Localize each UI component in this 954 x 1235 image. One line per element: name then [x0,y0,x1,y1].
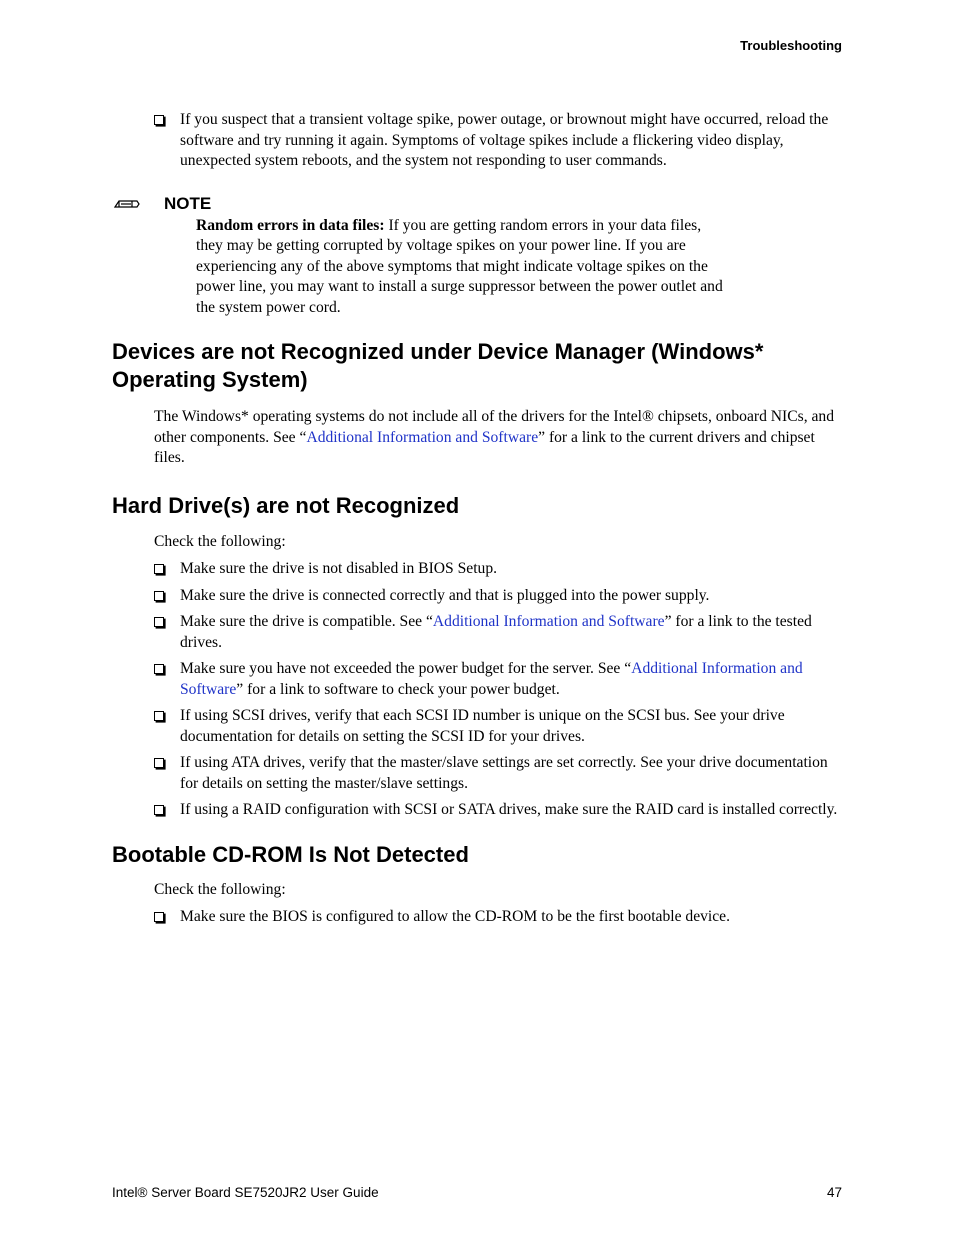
note-header [112,194,842,214]
list-item-text: If using SCSI drives, verify that each SCSI ID number is unique on the SCSI bus. See your drive documentation for details on setting the SCSI ID for your drives. [180,707,785,745]
checkbox-bullet-icon [154,912,164,922]
additional-info-link[interactable]: Additional Information and Software [180,660,803,698]
list-item-text-part: Make sure the drive is compatible. See “ [180,613,433,630]
additional-info-link[interactable]: Additional Information and Software [306,428,539,446]
checkbox-bullet-icon [154,758,164,768]
list-item [154,612,842,653]
hard-drive-list [154,559,842,821]
list-item [154,110,842,172]
section-devices-paragraph [154,407,842,469]
note-text: If you are getting random errors in your data files, they may be getting corrupted by voltage spikes on your power line. If you are experiencing any of the above symptoms that might indicate voltage spikes on the power line, you may want to install a surge suppressor between the power outlet and the system power cord. [196,216,723,316]
list-item-text: If using ATA drives, verify that the master/slave settings are set correctly. See your drive documentation for details on setting the master/slave settings. [180,754,828,792]
list-item [154,559,842,580]
list-item [154,907,842,928]
footer-title: Intel® Server Board SE7520JR2 User Guide [112,1185,379,1200]
list-item-text: If you suspect that a transient voltage spike, power outage, or brownout might have occurred, reload the software and try running it again. Symptoms of voltage spikes include a flickering video display, unexpected system reboots, and the system not responding to user commands. [180,111,829,169]
section-heading-hard-drives: Hard Drive(s) are not Recognized [112,492,460,518]
checkbox-bullet-icon [154,591,164,601]
section-heading-devices: Devices are not Recognized under Device Manager (Windows* Operating System) [112,339,764,392]
list-item [154,706,842,747]
note-body [196,216,731,319]
pencil-icon [112,194,142,214]
list-item-text: Make sure the drive is not disabled in BIOS Setup. [180,560,498,577]
additional-info-link[interactable]: Additional Information and Software [432,613,665,630]
checkbox-bullet-icon [154,711,164,721]
list-item [154,659,842,700]
list-item-text: If using a RAID configuration with SCSI or SATA drives, make sure the RAID card is installed correctly. [180,801,838,818]
list-item-text [180,659,842,700]
list-item-text: Make sure the drive is connected correctly and that is plugged into the power supply. [180,586,710,604]
cdrom-list [154,907,842,928]
checkbox-bullet-icon [154,805,164,815]
checkbox-bullet-icon [154,617,164,627]
note-title: NOTE [164,193,212,213]
list-item-text-part: Make sure you have not exceeded the power budget for the server. See “ [180,660,632,677]
section-heading-cdrom: Bootable CD-ROM Is Not Detected [112,841,469,867]
check-lead: Check the following: [154,880,286,898]
paragraph-text: The Windows* operating systems do not include all of the drivers for the Intel® chipsets, onboard NICs, and other components. See “ [154,408,835,446]
list-item [154,800,842,821]
paragraph-text: ” for a link to the current drivers and chipset files. [154,428,815,466]
checkbox-bullet-icon [154,564,164,574]
checkbox-bullet-icon [154,664,164,674]
intro-list [154,110,842,172]
note-lead: Random errors in data files: [196,216,385,234]
list-item [154,586,842,607]
checkbox-bullet-icon [154,115,164,125]
list-item-text: Make sure the BIOS is configured to allow the CD-ROM to be the first bootable device. [180,908,730,925]
check-lead: Check the following: [154,532,286,550]
list-item [154,753,842,794]
page-number: 47 [826,1185,842,1200]
page-content [112,110,842,934]
list-item-text-part: ” for a link to software to check your power budget. [236,680,560,698]
list-item-text-part: ” for a link to the tested drives. [180,613,812,651]
running-header: Troubleshooting [740,38,842,53]
list-item-text [180,612,842,653]
